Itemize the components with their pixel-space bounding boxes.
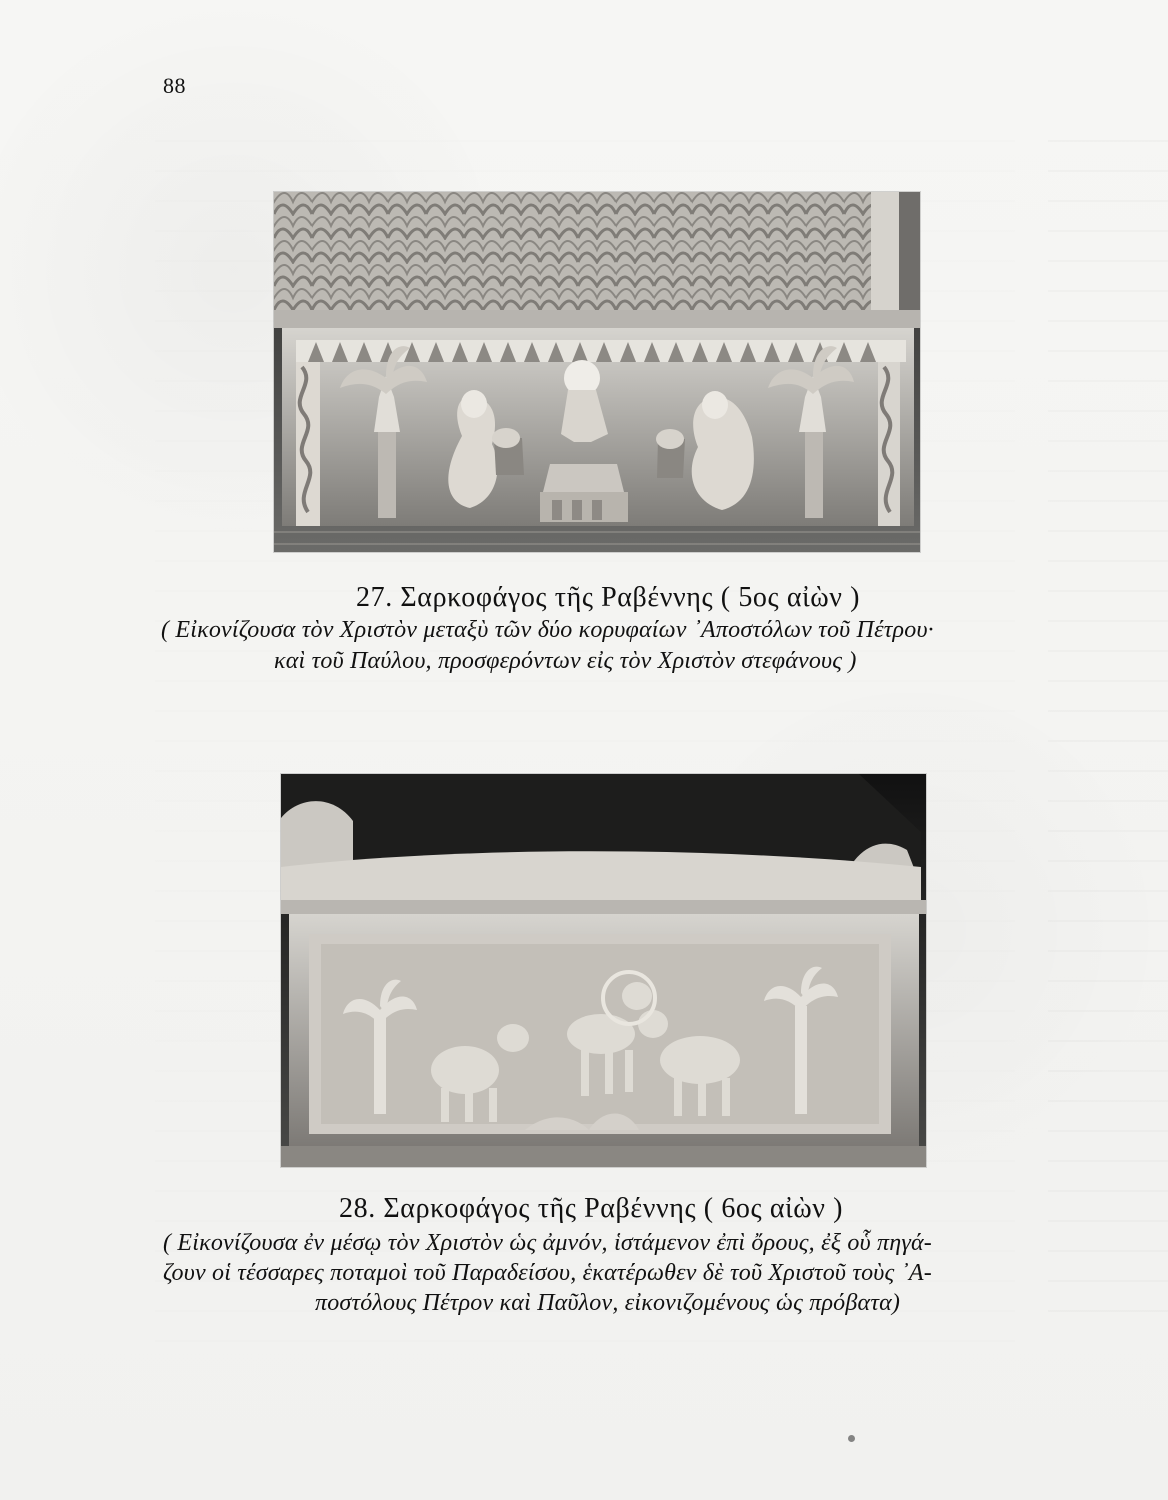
show-through-text-right-margin xyxy=(1048,140,1168,1340)
figure-28-caption-line-2: ζουν οἱ τέσσαρες ποταμοὶ τοῦ Παραδείσου, ἑκατέρωθεν δὲ τοῦ Χριστοῦ τοὺς ᾽Α- xyxy=(163,1260,932,1286)
figure-28-caption-line-1: ( Εἰκονίζουσα ἐν μέσῳ τὸν Χριστὸν ὡς ἀμνόν, ἱστάμενον ἐπὶ ὄρους, ἐξ οὗ πηγά- xyxy=(163,1230,932,1256)
sarcophagus-photo-28 xyxy=(281,774,926,1167)
scan-mark xyxy=(848,1435,855,1442)
sarcophagus-photo-27 xyxy=(274,192,920,552)
figure-27-caption-line-1: ( Εἰκονίζουσα τὸν Χριστὸν μεταξὺ τῶν δύο κορυφαίων ᾽Αποστόλων τοῦ Πέτρου· xyxy=(161,617,934,643)
page-number: 88 xyxy=(163,73,186,98)
figure-27-caption-line-2: καὶ τοῦ Παύλου, προσφερόντων εἰς τὸν Χριστὸν στεφάνους ) xyxy=(274,648,857,674)
figure-27-caption-title: 27. Σαρκοφάγος τῆς Ραβέννης ( 5ος αἰὼν ) xyxy=(356,582,861,613)
figure-28-caption-title: 28. Σαρκοφάγος τῆς Ραβέννης ( 6ος αἰὼν ) xyxy=(339,1193,844,1224)
figure-28-caption-line-3: ποστόλους Πέτρον καὶ Παῦλον, εἰκονιζομένους ὡς πρόβατα) xyxy=(315,1290,901,1316)
